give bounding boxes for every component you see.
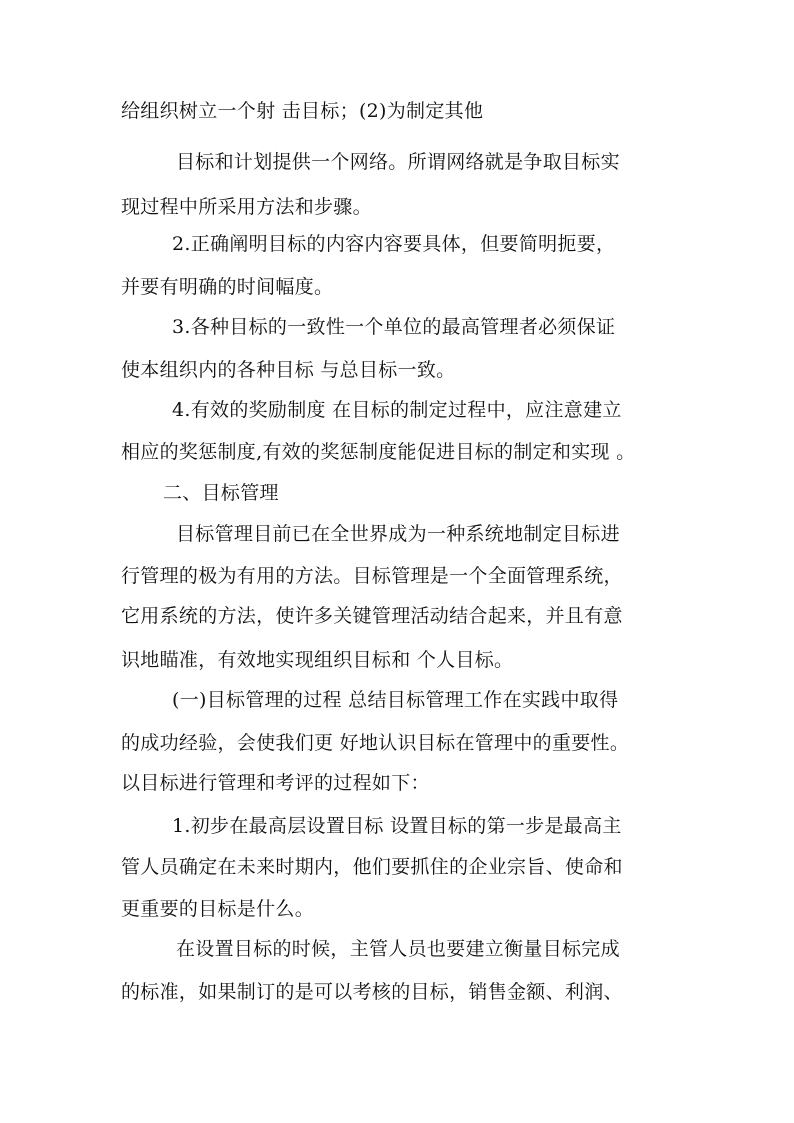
text-line: 并要有明确的时间幅度。	[121, 276, 334, 298]
text-line: 目标和计划提供一个网络。所谓网络就是争取目标实	[176, 151, 620, 173]
text-line: 2.正确阐明目标的内容内容要具体，但要简明扼要，	[172, 233, 616, 255]
text-line: 使本组织内的各种目标 与总目标一致。	[121, 359, 456, 381]
text-line: 1.初步在最高层设置目标 设置目标的第一步是最高主	[172, 815, 622, 837]
text-line: 3.各种目标的一致性一个单位的最高管理者必须保证	[172, 316, 616, 338]
text-line: 目标管理目前已在全世界成为一种系统地制定目标进	[176, 523, 620, 545]
text-line: 的成功经验，会使我们更 好地认识目标在管理中的重要性。	[121, 732, 630, 754]
text-line: 现过程中所采用方法和步骤。	[121, 196, 372, 218]
text-line: 4.有效的奖励制度 在目标的制定过程中，应注意建立	[172, 399, 622, 421]
text-line: 以目标进行管理和考评的过程如下：	[121, 772, 430, 794]
text-line: 相应的奖惩制度,有效的奖惩制度能促进目标的制定和实现 。	[121, 441, 636, 463]
section-heading: 二、目标管理	[163, 482, 279, 504]
text-line: 它用系统的方法，使许多关键管理活动结合起来，并且有意	[121, 605, 623, 627]
text-line: 的标准，如果制订的是可以考核的目标，销售金额、利润、	[121, 981, 623, 1003]
text-line: 给组织树立一个射 击目标；(2)为制定其他	[121, 100, 484, 122]
text-line: 行管理的极为有用的方法。目标管理是一个全面管理系统，	[121, 565, 623, 587]
text-line: 在设置目标的时候，主管人员也要建立衡量目标完成	[176, 938, 620, 960]
text-line: 识地瞄准，有效地实现组织目标和 个人目标。	[121, 649, 514, 671]
text-line: 管人员确定在未来时期内，他们要抓住的企业宗旨、使命和	[121, 856, 623, 878]
text-line: 更重要的目标是什么。	[121, 898, 315, 920]
text-line: (一)目标管理的过程 总结目标管理工作在实践中取得	[172, 689, 619, 711]
